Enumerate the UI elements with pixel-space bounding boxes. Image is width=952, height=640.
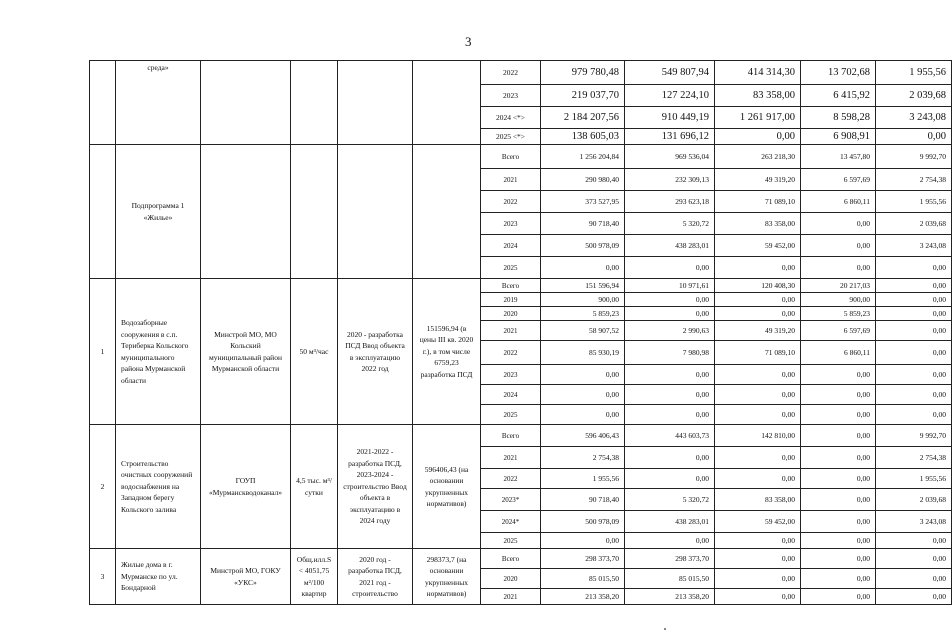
amount-cell: 0,00 bbox=[541, 257, 625, 279]
amount-cell: 0,00 bbox=[541, 385, 625, 405]
year-cell: 2021 bbox=[481, 169, 541, 191]
amount-cell: 0,00 bbox=[715, 129, 801, 145]
amount-cell: 0,00 bbox=[801, 489, 876, 511]
amount-cell: 6 597,69 bbox=[801, 169, 876, 191]
amount-cell: 6 860,11 bbox=[801, 341, 876, 365]
amount-cell: 438 283,01 bbox=[625, 235, 715, 257]
amount-cell: 5 320,72 bbox=[625, 489, 715, 511]
amount-cell: 298 373,70 bbox=[541, 549, 625, 569]
amount-cell: 2 039,68 bbox=[876, 85, 952, 107]
empty-cell bbox=[291, 145, 338, 279]
year-cell: Всего bbox=[481, 145, 541, 169]
empty-cell bbox=[201, 61, 291, 145]
amount-cell: 0,00 bbox=[876, 341, 952, 365]
amount-cell: 6 597,69 bbox=[801, 321, 876, 341]
amount-cell: 58 907,52 bbox=[541, 321, 625, 341]
amount-cell: 219 037,70 bbox=[541, 85, 625, 107]
year-cell: 2022 bbox=[481, 469, 541, 489]
amount-cell: 13 702,68 bbox=[801, 61, 876, 85]
amount-cell: 500 978,09 bbox=[541, 511, 625, 533]
amount-cell: 293 623,18 bbox=[625, 191, 715, 213]
amount-cell: 0,00 bbox=[876, 569, 952, 589]
year-cell: 2023 bbox=[481, 213, 541, 235]
amount-cell: 1 955,56 bbox=[541, 469, 625, 489]
year-cell: 2025 bbox=[481, 257, 541, 279]
amount-cell: 263 218,30 bbox=[715, 145, 801, 169]
amount-cell: 7 980,98 bbox=[625, 341, 715, 365]
year-cell: 2022 bbox=[481, 61, 541, 85]
amount-cell: 0,00 bbox=[876, 257, 952, 279]
amount-cell: 0,00 bbox=[876, 365, 952, 385]
year-cell: 2020 bbox=[481, 569, 541, 589]
amount-cell: 0,00 bbox=[541, 533, 625, 549]
year-cell: 2024 bbox=[481, 385, 541, 405]
amount-cell: 900,00 bbox=[541, 293, 625, 307]
amount-cell: 0,00 bbox=[625, 365, 715, 385]
amount-cell: 0,00 bbox=[715, 385, 801, 405]
amount-cell: 127 224,10 bbox=[625, 85, 715, 107]
amount-cell: 2 990,63 bbox=[625, 321, 715, 341]
year-cell: 2021 bbox=[481, 447, 541, 469]
amount-cell: 1 261 917,00 bbox=[715, 107, 801, 129]
amount-cell: 0,00 bbox=[876, 307, 952, 321]
year-cell: 2022 bbox=[481, 341, 541, 365]
capacity: 4,5 тыс. м³/сутки bbox=[291, 425, 338, 549]
year-cell: Всего bbox=[481, 425, 541, 447]
amount-cell: 213 358,20 bbox=[625, 589, 715, 605]
amount-cell: 0,00 bbox=[715, 447, 801, 469]
amount-cell: 0,00 bbox=[876, 549, 952, 569]
amount-cell: 85 015,50 bbox=[625, 569, 715, 589]
amount-cell: 0,00 bbox=[715, 257, 801, 279]
item-number: 1 bbox=[90, 279, 116, 425]
amount-cell: 0,00 bbox=[625, 257, 715, 279]
amount-cell: 9 992,70 bbox=[876, 425, 952, 447]
amount-cell: 0,00 bbox=[801, 385, 876, 405]
amount-cell: 0,00 bbox=[625, 293, 715, 307]
amount-cell: 131 696,12 bbox=[625, 129, 715, 145]
amount-cell: 0,00 bbox=[876, 385, 952, 405]
amount-cell: 0,00 bbox=[541, 405, 625, 425]
amount-cell: 0,00 bbox=[801, 365, 876, 385]
year-cell: Всего bbox=[481, 279, 541, 293]
year-cell: 2025 bbox=[481, 405, 541, 425]
amount-cell: 1 955,56 bbox=[876, 61, 952, 85]
amount-cell: 120 408,30 bbox=[715, 279, 801, 293]
year-cell: 2023 bbox=[481, 85, 541, 107]
amount-cell: 0,00 bbox=[715, 589, 801, 605]
amount-cell: 0,00 bbox=[715, 307, 801, 321]
amount-cell: 0,00 bbox=[801, 257, 876, 279]
executor: Минстрой МО, МО Кольский муниципальный район Мурманской области bbox=[201, 279, 291, 425]
amount-cell: 0,00 bbox=[625, 447, 715, 469]
amount-cell: 0,00 bbox=[715, 293, 801, 307]
amount-cell: 5 320,72 bbox=[625, 213, 715, 235]
budget-table-body bbox=[90, 61, 952, 605]
amount-cell: 0,00 bbox=[876, 279, 952, 293]
item-number: 2 bbox=[90, 425, 116, 549]
amount-cell: 0,00 bbox=[625, 469, 715, 489]
amount-cell: 85 015,50 bbox=[541, 569, 625, 589]
scan-mark bbox=[664, 628, 666, 630]
amount-cell: 373 527,95 bbox=[541, 191, 625, 213]
amount-cell: 414 314,30 bbox=[715, 61, 801, 85]
amount-cell: 1 256 204,84 bbox=[541, 145, 625, 169]
empty-cell bbox=[413, 145, 481, 279]
table-row bbox=[90, 145, 952, 169]
object-name: Водозаборные сооружения в с.п. Териберка Кольского муниципального района Мурманской области bbox=[116, 279, 201, 425]
amount-cell: 5 859,23 bbox=[541, 307, 625, 321]
amount-cell: 49 319,20 bbox=[715, 169, 801, 191]
amount-cell: 232 309,13 bbox=[625, 169, 715, 191]
amount-cell: 0,00 bbox=[876, 129, 952, 145]
amount-cell: 6 860,11 bbox=[801, 191, 876, 213]
capacity: 50 м³/час bbox=[291, 279, 338, 425]
amount-cell: 0,00 bbox=[625, 533, 715, 549]
amount-cell: 298 373,70 bbox=[625, 549, 715, 569]
amount-cell: 213 358,20 bbox=[541, 589, 625, 605]
amount-cell: 0,00 bbox=[876, 405, 952, 425]
estimated-cost: 151596,94 (в цены III кв. 2020 г.), в том числе 6759,23 разработка ПСД bbox=[413, 279, 481, 425]
amount-cell: 0,00 bbox=[541, 365, 625, 385]
table-row bbox=[90, 549, 952, 569]
amount-cell: 2 754,38 bbox=[876, 169, 952, 191]
table-row bbox=[90, 425, 952, 447]
budget-table bbox=[89, 60, 952, 605]
amount-cell: 5 859,23 bbox=[801, 307, 876, 321]
amount-cell: 90 718,40 bbox=[541, 489, 625, 511]
amount-cell: 0,00 bbox=[801, 235, 876, 257]
amount-cell: 138 605,03 bbox=[541, 129, 625, 145]
amount-cell: 10 971,61 bbox=[625, 279, 715, 293]
empty-cell bbox=[291, 61, 338, 145]
stages: 2021-2022 - разработка ПСД, 2023-2024 - строительство Ввод объекта в эксплуатацию в 2024 году bbox=[338, 425, 413, 549]
amount-cell: 549 807,94 bbox=[625, 61, 715, 85]
amount-cell: 0,00 bbox=[801, 213, 876, 235]
year-cell: 2025 bbox=[481, 533, 541, 549]
amount-cell: 0,00 bbox=[876, 533, 952, 549]
amount-cell: 1 955,56 bbox=[876, 469, 952, 489]
page-number: 3 bbox=[465, 34, 472, 49]
amount-cell: 0,00 bbox=[801, 589, 876, 605]
year-cell: 2019 bbox=[481, 293, 541, 307]
year-cell: 2021 bbox=[481, 321, 541, 341]
year-cell: 2020 bbox=[481, 307, 541, 321]
table-row bbox=[90, 279, 952, 293]
year-cell: 2023* bbox=[481, 489, 541, 511]
year-cell: 2025 <*> bbox=[481, 129, 541, 145]
amount-cell: 71 089,10 bbox=[715, 191, 801, 213]
year-cell: 2024 <*> bbox=[481, 107, 541, 129]
amount-cell: 83 358,00 bbox=[715, 489, 801, 511]
amount-cell: 0,00 bbox=[876, 321, 952, 341]
capacity: Общ.илл.S < 4051,75 м²/100 квартир bbox=[291, 549, 338, 605]
amount-cell: 2 039,68 bbox=[876, 489, 952, 511]
amount-cell: 1 955,56 bbox=[876, 191, 952, 213]
amount-cell: 0,00 bbox=[715, 549, 801, 569]
amount-cell: 0,00 bbox=[801, 447, 876, 469]
amount-cell: 0,00 bbox=[625, 385, 715, 405]
amount-cell: 8 598,28 bbox=[801, 107, 876, 129]
amount-cell: 0,00 bbox=[715, 405, 801, 425]
amount-cell: 438 283,01 bbox=[625, 511, 715, 533]
year-cell: 2023 bbox=[481, 365, 541, 385]
amount-cell: 59 452,00 bbox=[715, 235, 801, 257]
amount-cell: 290 980,40 bbox=[541, 169, 625, 191]
amount-cell: 6 415,92 bbox=[801, 85, 876, 107]
year-cell: 2024* bbox=[481, 511, 541, 533]
empty-cell bbox=[90, 61, 116, 145]
estimated-cost: 596406,43 (на основании укрупненных нормативов) bbox=[413, 425, 481, 549]
amount-cell: 0,00 bbox=[715, 365, 801, 385]
empty-cell bbox=[338, 145, 413, 279]
amount-cell: 0,00 bbox=[625, 405, 715, 425]
amount-cell: 20 217,03 bbox=[801, 279, 876, 293]
amount-cell: 0,00 bbox=[876, 293, 952, 307]
estimated-cost: 298373,7 (на основании укрупненных нормативов) bbox=[413, 549, 481, 605]
object-name: Строительство очистных сооружений водоснабжения на Западном берегу Кольского залива bbox=[116, 425, 201, 549]
amount-cell: 0,00 bbox=[715, 469, 801, 489]
measure-name: среда» bbox=[116, 61, 201, 145]
empty-cell bbox=[338, 61, 413, 145]
amount-cell: 0,00 bbox=[715, 533, 801, 549]
amount-cell: 2 754,38 bbox=[876, 447, 952, 469]
amount-cell: 0,00 bbox=[876, 589, 952, 605]
amount-cell: 3 243,08 bbox=[876, 235, 952, 257]
amount-cell: 500 978,09 bbox=[541, 235, 625, 257]
amount-cell: 596 406,43 bbox=[541, 425, 625, 447]
amount-cell: 83 358,00 bbox=[715, 213, 801, 235]
year-cell: 2024 bbox=[481, 235, 541, 257]
amount-cell: 910 449,19 bbox=[625, 107, 715, 129]
table-row bbox=[90, 61, 952, 85]
amount-cell: 13 457,80 bbox=[801, 145, 876, 169]
amount-cell: 900,00 bbox=[801, 293, 876, 307]
amount-cell: 2 184 207,56 bbox=[541, 107, 625, 129]
executor: Минстрой МО, ГОКУ «УКС» bbox=[201, 549, 291, 605]
amount-cell: 2 039,68 bbox=[876, 213, 952, 235]
amount-cell: 969 536,04 bbox=[625, 145, 715, 169]
stages: 2020 - разработка ПСД Ввод объекта в эксплуатацию 2022 год bbox=[338, 279, 413, 425]
amount-cell: 142 810,00 bbox=[715, 425, 801, 447]
amount-cell: 0,00 bbox=[801, 469, 876, 489]
amount-cell: 85 930,19 bbox=[541, 341, 625, 365]
amount-cell: 83 358,00 bbox=[715, 85, 801, 107]
object-name: Жилые дома в г. Мурманске по ул. Бондарной bbox=[116, 549, 201, 605]
amount-cell: 0,00 bbox=[625, 307, 715, 321]
year-cell: 2022 bbox=[481, 191, 541, 213]
amount-cell: 6 908,91 bbox=[801, 129, 876, 145]
amount-cell: 49 319,20 bbox=[715, 321, 801, 341]
year-cell: 2021 bbox=[481, 589, 541, 605]
amount-cell: 71 089,10 bbox=[715, 341, 801, 365]
amount-cell: 0,00 bbox=[801, 549, 876, 569]
amount-cell: 979 780,48 bbox=[541, 61, 625, 85]
amount-cell: 0,00 bbox=[801, 533, 876, 549]
amount-cell: 0,00 bbox=[801, 405, 876, 425]
empty-cell bbox=[413, 61, 481, 145]
amount-cell: 90 718,40 bbox=[541, 213, 625, 235]
amount-cell: 151 596,94 bbox=[541, 279, 625, 293]
amount-cell: 59 452,00 bbox=[715, 511, 801, 533]
amount-cell: 0,00 bbox=[801, 569, 876, 589]
amount-cell: 3 243,08 bbox=[876, 107, 952, 129]
empty-cell bbox=[201, 145, 291, 279]
amount-cell: 2 754,38 bbox=[541, 447, 625, 469]
year-cell: Всего bbox=[481, 549, 541, 569]
amount-cell: 0,00 bbox=[715, 569, 801, 589]
stages: 2020 год - разработка ПСД, 2021 год - строительство bbox=[338, 549, 413, 605]
amount-cell: 443 603,73 bbox=[625, 425, 715, 447]
amount-cell: 0,00 bbox=[801, 425, 876, 447]
amount-cell: 3 243,08 bbox=[876, 511, 952, 533]
amount-cell: 9 992,70 bbox=[876, 145, 952, 169]
empty-cell bbox=[90, 145, 116, 279]
amount-cell: 0,00 bbox=[801, 511, 876, 533]
executor: ГОУП «Мурманскводоканал» bbox=[201, 425, 291, 549]
item-number: 3 bbox=[90, 549, 116, 605]
subprogram-name: Подпрограмма 1 «Жилье» bbox=[116, 145, 201, 279]
